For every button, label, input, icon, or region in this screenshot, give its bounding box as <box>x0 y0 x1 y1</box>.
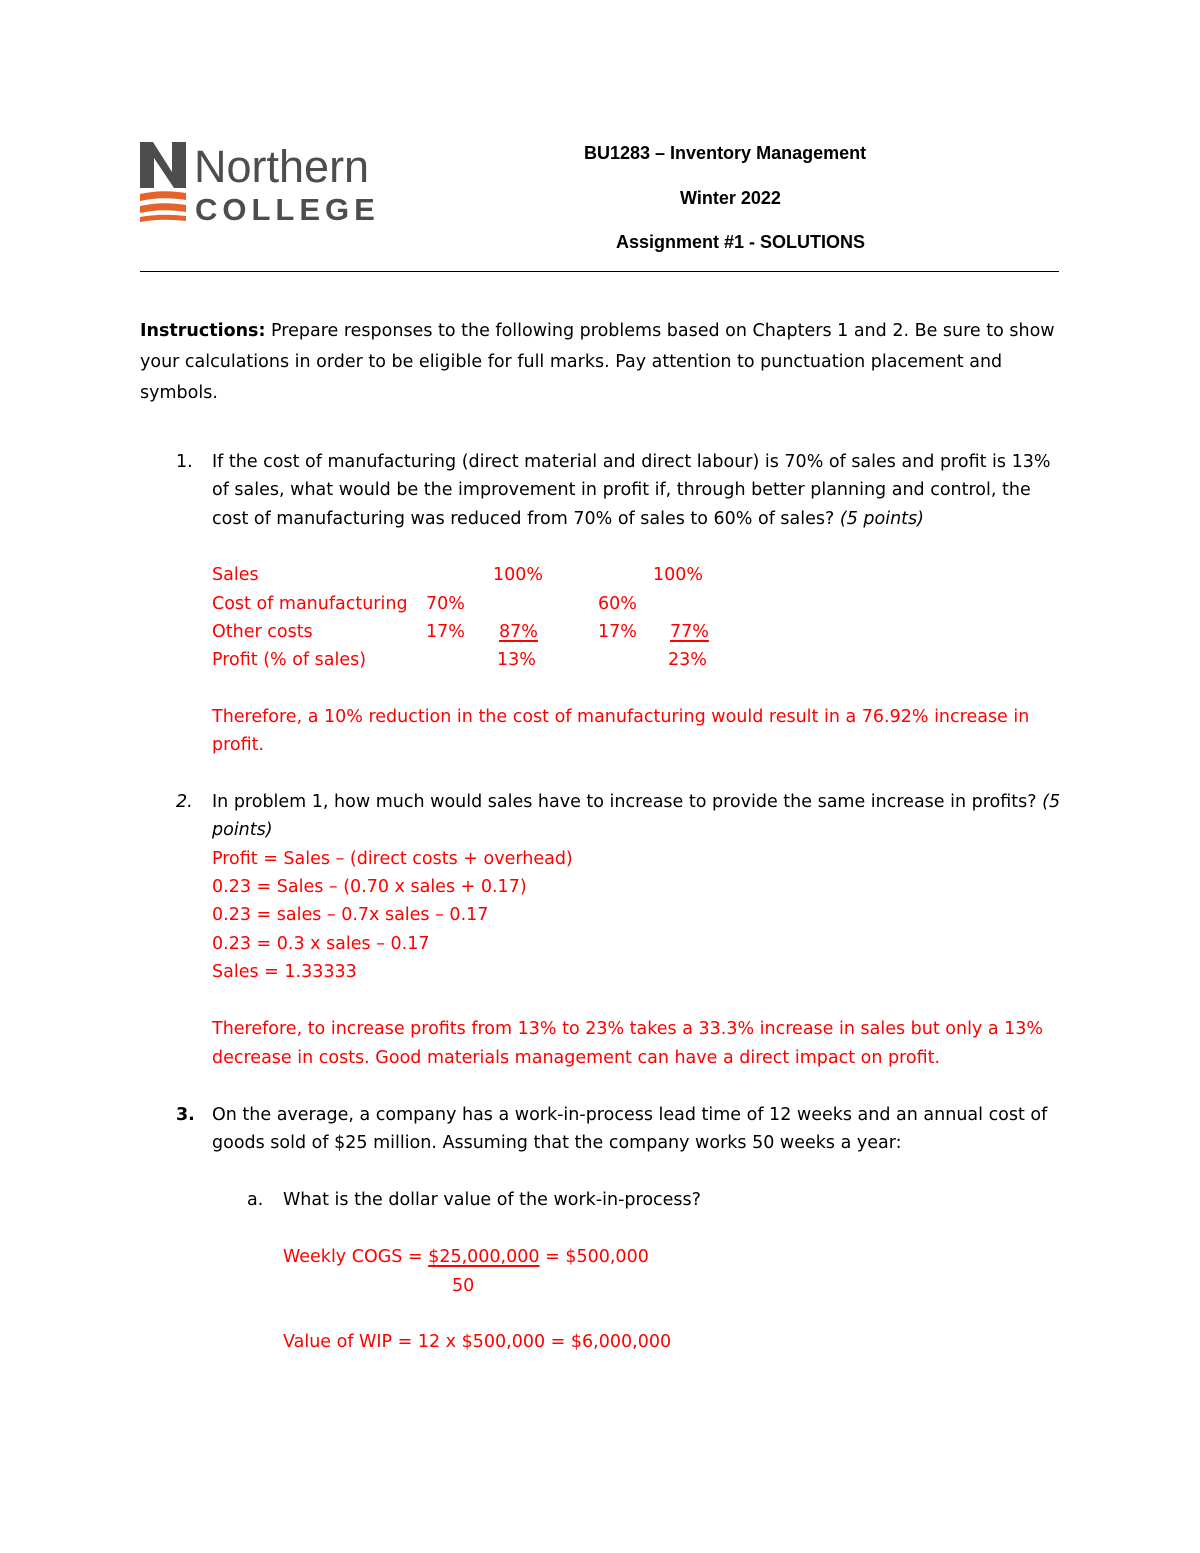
q2-work-line: 0.23 = sales – 0.7x sales – 0.17 <box>212 905 489 925</box>
course-title: BU1283 – Inventory Management <box>584 143 867 163</box>
weekly-cogs-denominator: 50 <box>452 1276 475 1296</box>
header-rule <box>952 271 1059 272</box>
wip-value-line: Value of WIP = 12 x $500,000 = $6,000,000 <box>283 1332 672 1352</box>
instructions-label: Instructions: <box>140 321 266 341</box>
logo-mark <box>138 140 400 222</box>
q3-number: 3. <box>176 1105 195 1125</box>
q1-number: 1. <box>176 452 193 472</box>
q2-line-1 <box>212 788 1060 817</box>
q2-answer-line-2: decrease in costs. Good materials management can have a direct impact on profit. <box>212 1048 941 1068</box>
q2-line-1-text: In problem 1, how much would sales have to increase to provide the same increase in profits? <box>212 792 1037 812</box>
q1-cell: 100% <box>493 565 544 585</box>
q1-cell: 100% <box>653 565 704 585</box>
q1-cell: 77% <box>670 622 709 642</box>
q1-answer-line-2: profit. <box>212 735 265 755</box>
instructions-text: Prepare responses to the following problems based on Chapters 1 and 2. Be sure to show your calculations in order to be eligible for full marks. Pay attention to punctuation placement and symbols. <box>140 321 1055 403</box>
q1-row-label: Other costs <box>212 622 313 642</box>
q3-line-2: goods sold of $25 million. Assuming that the company works 50 weeks a year: <box>212 1133 902 1153</box>
weekly-cogs-label: Weekly COGS = <box>283 1247 429 1267</box>
header-rule <box>620 271 952 272</box>
logo-subword: COLLEGE <box>195 192 380 222</box>
q1-points: (5 points) <box>839 509 924 529</box>
q3-line-1: On the average, a company has a work-in-process lead time of 12 weeks and an annual cost of <box>212 1105 1048 1125</box>
q2-work-line: Profit = Sales – (direct costs + overhead) <box>212 849 573 869</box>
q1-row-label: Profit (% of sales) <box>212 650 367 670</box>
weekly-cogs-result: = $500,000 <box>545 1247 649 1267</box>
q1-row-label: Cost of manufacturing <box>212 594 408 614</box>
q1-line-3-text: cost of manufacturing was reduced from 70% of sales to 60% of sales? <box>212 509 835 529</box>
q2-work-line: Sales = 1.33333 <box>212 962 357 982</box>
q1-line-1: If the cost of manufacturing (direct material and direct labour) is 70% of sales and profit is 13% <box>212 452 1051 472</box>
q1-cell: 13% <box>497 650 536 670</box>
q1-cell: 17% <box>598 622 637 642</box>
q3a-question: What is the dollar value of the work-in-process? <box>283 1190 701 1210</box>
q1-answer-line-1: Therefore, a 10% reduction in the cost of manufacturing would result in a 76.92% increase in <box>212 707 1030 727</box>
weekly-cogs-line <box>283 1243 649 1272</box>
q1-cell: 87% <box>499 622 538 642</box>
q1-line-3 <box>212 505 924 534</box>
northern-college-logo <box>138 140 400 226</box>
weekly-cogs-numerator: $25,000,000 <box>428 1247 540 1267</box>
header-rule <box>140 271 292 272</box>
term-label: Winter 2022 <box>680 188 781 208</box>
q1-cell: 70% <box>426 594 465 614</box>
q2-number: 2. <box>176 792 193 812</box>
logo-wordmark: Northern <box>194 141 370 192</box>
header-rule <box>292 271 620 272</box>
q2-work-line: 0.23 = Sales – (0.70 x sales + 0.17) <box>212 877 527 897</box>
q1-cell: 60% <box>598 594 637 614</box>
q2-work-line: 0.23 = 0.3 x sales – 0.17 <box>212 934 430 954</box>
q2-points-a: (5 <box>1042 792 1061 812</box>
q2-answer-line-1: Therefore, to increase profits from 13% to 23% takes a 33.3% increase in sales but only a 13% <box>212 1019 1044 1039</box>
instructions <box>140 316 1060 409</box>
q1-cell: 17% <box>426 622 465 642</box>
assignment-title: Assignment #1 - SOLUTIONS <box>616 232 866 252</box>
q2-points-b: points) <box>212 820 273 840</box>
q1-line-2: of sales, what would be the improvement in profit if, through better planning and control, the <box>212 480 1031 500</box>
q1-row-label: Sales <box>212 565 259 585</box>
q3a-letter: a. <box>247 1190 264 1210</box>
q1-cell: 23% <box>668 650 707 670</box>
